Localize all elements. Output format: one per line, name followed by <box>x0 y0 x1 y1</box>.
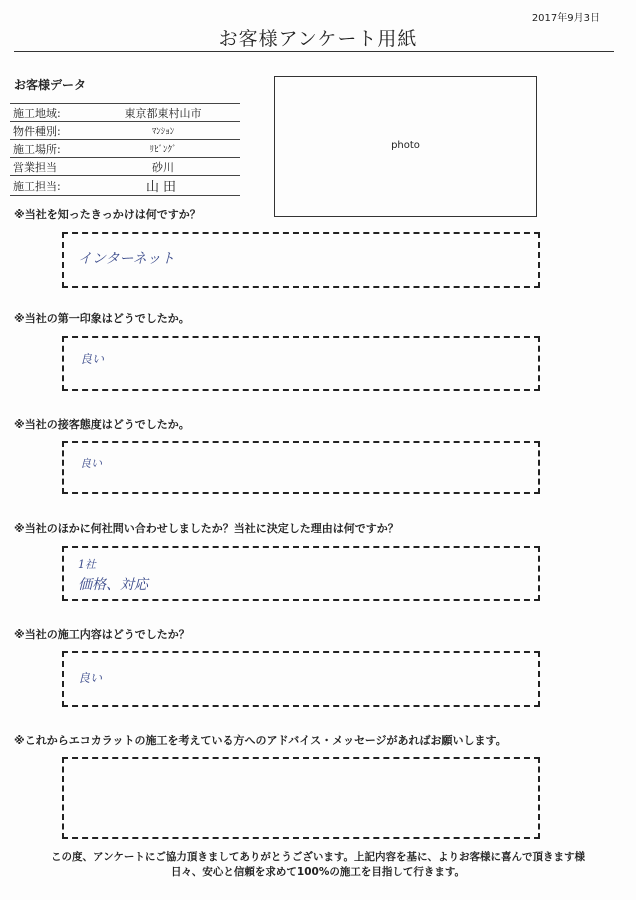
answer-text: 良い <box>80 352 105 366</box>
row-label: 営業担当 <box>10 158 86 176</box>
question-1: ※当社を知ったきっかけは何ですか？ <box>14 208 201 221</box>
row-label: 施工場所: <box>10 140 86 158</box>
table-row <box>10 122 240 140</box>
answer-box-6 <box>62 757 540 839</box>
row-value: 砂川 <box>86 158 240 176</box>
question-6: ※これからエコカラットの施工を考えている方へのアドバイス・メッセージがあればお願いします。 <box>14 734 507 747</box>
row-value: ﾏﾝｼｮﾝ <box>86 122 240 140</box>
row-label: 施工地域: <box>10 104 86 122</box>
answer-text: インターネット <box>78 251 175 267</box>
answer-text: 良い <box>78 671 103 685</box>
title-divider <box>14 51 614 52</box>
row-value: ﾘﾋﾞﾝｸﾞ <box>86 140 240 158</box>
page-title: お客様アンケート用紙 <box>218 28 418 50</box>
photo-label: photo <box>391 140 420 151</box>
answer-box-5 <box>62 651 540 707</box>
answer-box-1 <box>62 232 540 288</box>
answer-box-2 <box>62 336 540 391</box>
question-5: ※当社の施工内容はどうでしたか？ <box>14 628 190 641</box>
survey-date: 2017年9月3日 <box>531 13 600 24</box>
answer-text: 良い <box>80 457 102 470</box>
answer-text: 価格、対応 <box>78 577 148 593</box>
table-row <box>10 176 240 196</box>
question-2: ※当社の第一印象はどうでしたか。 <box>14 312 190 325</box>
table-row <box>10 140 240 158</box>
row-label: 物件種別: <box>10 122 86 140</box>
customer-data-heading: お客様データ <box>14 78 87 92</box>
row-value: 山田 <box>86 176 240 196</box>
table-row <box>10 158 240 176</box>
table-row <box>10 104 240 122</box>
answer-box-3 <box>62 441 540 494</box>
answer-text: 1社 <box>78 558 96 571</box>
row-label: 施工担当: <box>10 176 86 196</box>
question-3: ※当社の接客態度はどうでしたか。 <box>14 418 190 431</box>
row-value: 東京都東村山市 <box>86 104 240 122</box>
question-4: ※当社のほかに何社問い合わせしましたか？当社に決定した理由は何ですか？ <box>14 522 399 535</box>
answer-box-4 <box>62 546 540 601</box>
footer-line-1: この度、アンケートにご協力頂きましてありがとうございます。上記内容を基に、よりお客様に喜んで頂きます様 <box>50 851 586 863</box>
customer-data-table <box>10 103 240 196</box>
footer-line-2: 日々、安心と信頼を求めて100%の施工を目指して行きます。 <box>170 866 466 878</box>
